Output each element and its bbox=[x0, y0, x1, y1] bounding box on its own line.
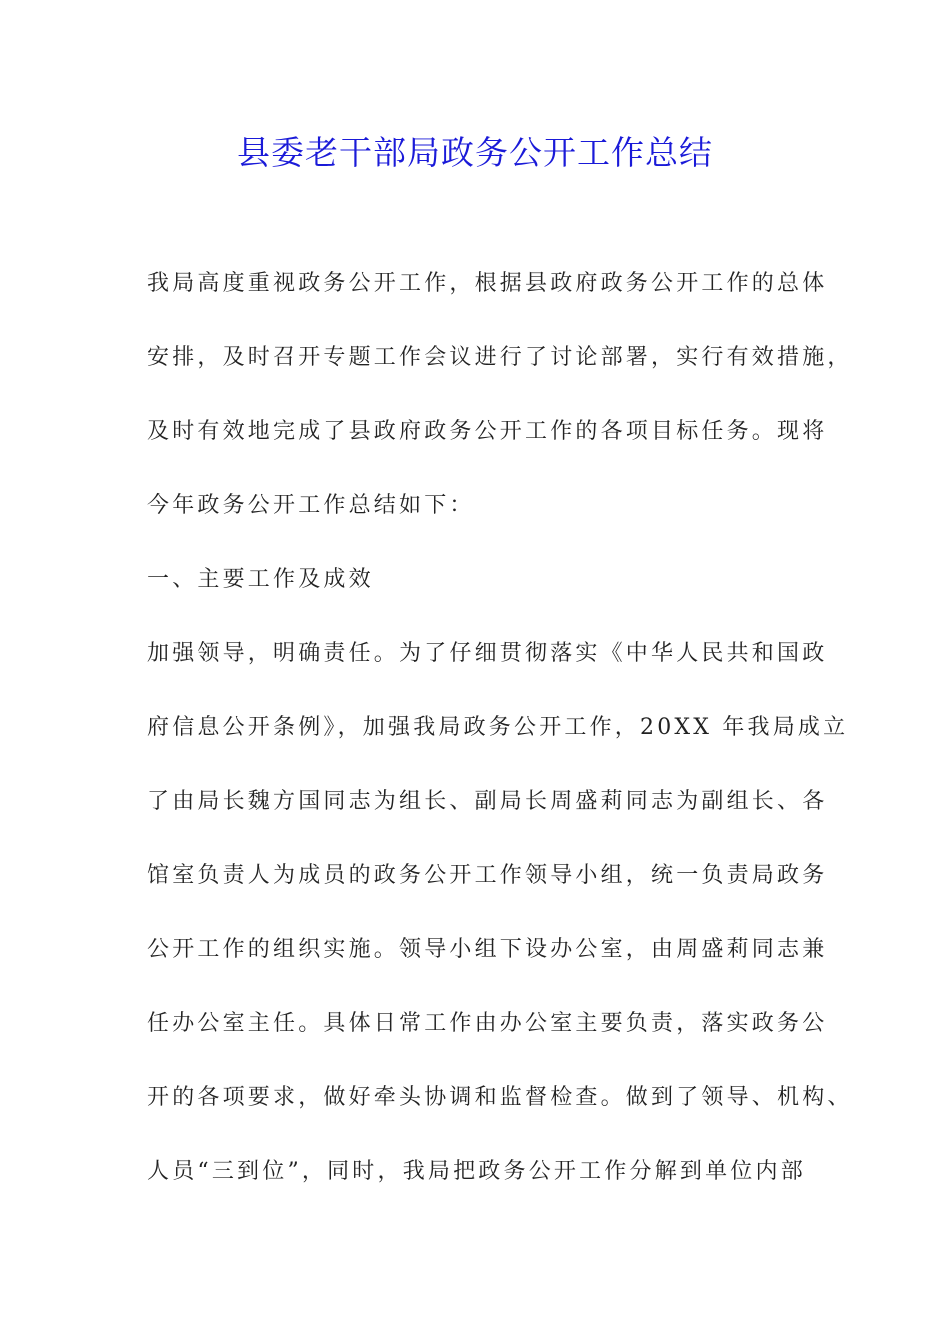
document-body bbox=[147, 262, 853, 1224]
body-line: 今年政务公开工作总结如下： bbox=[147, 493, 475, 518]
body-line: 馆室负责人为成员的政务公开工作领导小组，统一负责局政务 bbox=[147, 863, 828, 888]
body-line: 我局高度重视政务公开工作，根据县政府政务公开工作的总体 bbox=[147, 271, 828, 296]
body-line: 人员“三到位”，同时，我局把政务公开工作分解到单位内部 bbox=[147, 1159, 806, 1184]
body-line: 府信息公开条例》，加强我局政务公开工作，20XX 年我局成立 bbox=[147, 715, 849, 740]
body-line: 任办公室主任。具体日常工作由办公室主要负责，落实政务公 bbox=[147, 1011, 828, 1036]
body-line: 安排，及时召开专题工作会议进行了讨论部署，实行有效措施， bbox=[147, 345, 853, 370]
body-line: 公开工作的组织实施。领导小组下设办公室，由周盛莉同志兼 bbox=[147, 937, 828, 962]
body-line: 加强领导，明确责任。为了仔细贯彻落实《中华人民共和国政 bbox=[147, 641, 828, 666]
body-line: 开的各项要求，做好牵头协调和监督检查。做到了领导、机构、 bbox=[147, 1085, 853, 1110]
body-line: 及时有效地完成了县政府政务公开工作的各项目标任务。现将 bbox=[147, 419, 828, 444]
document-title: 县委老干部局政务公开工作总结 bbox=[237, 133, 713, 172]
body-line: 了由局长魏方国同志为组长、副局长周盛莉同志为副组长、各 bbox=[147, 789, 828, 814]
section-heading: 一、主要工作及成效 bbox=[147, 567, 374, 592]
